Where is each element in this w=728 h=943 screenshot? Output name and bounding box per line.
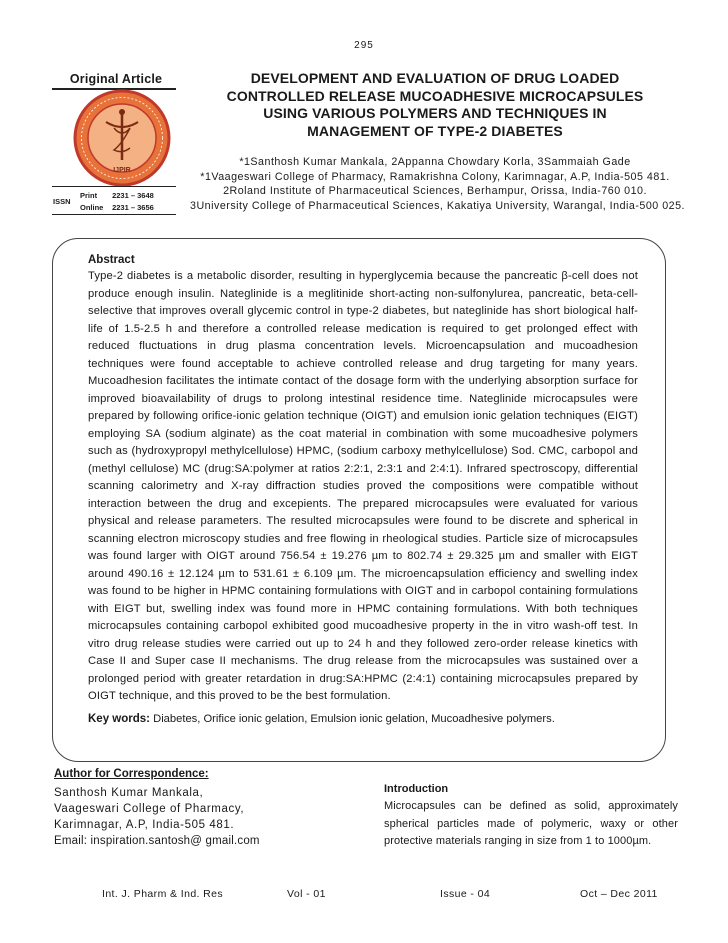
footer-date: Oct – Dec 2011 <box>580 888 658 900</box>
title-line: MANAGEMENT OF TYPE-2 DIABETES <box>307 122 563 139</box>
title-line: CONTROLLED RELEASE MUCOADHESIVE MICROCAPSULES <box>226 87 644 104</box>
author-names: *1Santhosh Kumar Mankala, 2Appanna Chowdary Korla, 3Sammaiah Gade <box>239 156 631 168</box>
page-number: 295 <box>354 40 374 51</box>
issn-online-label: Online <box>80 203 104 212</box>
title-line: USING VARIOUS POLYMERS AND TECHNIQUES IN <box>263 105 607 121</box>
footer-journal: Int. J. Pharm & Ind. Res <box>102 888 224 900</box>
author-block <box>190 155 685 213</box>
footer-issue: Issue - 04 <box>440 888 491 900</box>
article-type: Original Article <box>69 72 163 86</box>
keywords-label: Key words: <box>88 713 150 725</box>
correspondence-name: Santhosh Kumar Mankala, <box>54 787 204 799</box>
title-line: DEVELOPMENT AND EVALUATION OF DRUG LOADED <box>250 70 620 86</box>
correspondence-college: Vaageswari College of Pharmacy, <box>54 803 245 815</box>
keywords-list: Diabetes, Orifice ionic gelation, Emulsion ionic gelation, Mucoadhesive polymers. <box>150 713 555 725</box>
correspondence-details <box>54 785 260 849</box>
abstract-heading: Abstract <box>88 254 135 266</box>
correspondence-place: Karimnagar, A.P, India-505 481. <box>54 819 235 831</box>
keywords <box>88 713 648 725</box>
logo-text: IJPIR <box>113 167 131 174</box>
abstract-text: Type-2 diabetes is a metabolic disorder, resulting in hyperglycemia because the pancreatic β-cell does not produce enough insulin. Nateglinide is a meglitinide short-acting non-sulfonylurea, pancreatic, beta-cell-selective that improves overall glycemic control in type-2 diabetes, but nateglinide has short biological half-life of 1.5-2.5 h and therefore a controlled release medication is required to get prolonged effect with reduced fluctuations in drug plasma concentration levels. Microencapsulation and mucoadhesion techniques were found acceptable to achieve controlled release and drug targeting for many years. Mucoadhesion facilitates the intimate contact of the dosage form with the underlying absorption surface for improved bioavailability of drugs to prolong intestinal residence time. Nateglinide microcapsules were prepared by following orifice-ionic gelation technique (OIGT) and emulsion ionic gelation techniques (EIGT) employing SA (sodium alginate) as the coat material in combination with some mucoadhesive polymers such as (hydroxypropyl methylcellulose) HPMC, (sodium carboxy methylcellulose) Sod. CMC, carbopol and (methyl cellulose) MC (drug:SA:polymer at ratios 2:2:1, 2:3:1 and 2:4:1). Infrared spectroscopy, differential scanning calorimetry and X-ray diffraction studies proved the compositions were compatible without interaction between the drug and excepients. The prepared microcapsules were evaluated for various physical and release parameters. The resulted microcapsules were found to be discrete and spherical in scanning electron microscopy studies and free flowing in rheological studies. Particle size of microcapsules was found larger with OIGT around 756.54 ± 19.276 µm to 802.74 ± 29.325 µm and smaller with EIGT around 490.16 ± 12.124 µm to 531.61 ± 6.109 µm. The microencapsulation efficiency and swelling index was found to be higher in HPMC containing formulations with OIGT and in carbopol containing formulations with EIGT but, swelling index was found more in HPMC containing formulations. With both techniques microcapsules containing carbopol exhibited good mucoadhesive property in the in vitro wash-off test. In vitro drug release studies were carried out up to 24 h and they followed zero-order release kinetics with Case II and Super case II mechanisms. The drug release from the microcapsules was sustained over a prolonged period with greater retardation in drug:SA:HPMC (2:4:1) containing microcapsules prepared by OIGT technique, and this proved to be the best formulation. <box>88 270 638 702</box>
correspondence-heading: Author for Correspondence: <box>54 768 209 780</box>
affiliation-2: 2Roland Institute of Pharmaceutical Sciences, Berhampur, Orissa, India-760 010. <box>223 185 647 197</box>
issn-print-row <box>80 190 154 202</box>
affiliation-1: *1Vaageswari College of Pharmacy, Ramakrishna Colony, Karimnagar, A.P, India-505 481. <box>200 170 670 183</box>
header-rule-bottom <box>52 214 176 215</box>
issn-print-value: 2231 – 3648 <box>112 191 154 200</box>
header-rule-mid <box>52 186 176 187</box>
issn-online-value: 2231 – 3656 <box>112 203 154 212</box>
issn-table <box>80 190 154 214</box>
paper-title <box>212 70 658 140</box>
issn-label: ISSN <box>53 197 71 206</box>
issn-online-row <box>80 202 154 214</box>
issn-print-label: Print <box>80 191 98 200</box>
introduction-heading: Introduction <box>384 783 449 795</box>
affiliation-3: 3University College of Pharmaceutical Sciences, Kakatiya University, Warangal, India-500 025. <box>190 199 685 212</box>
introduction-text: Microcapsules can be defined as solid, approximately spherical particles made of polymeric, waxy or other protective materials ranging in size from 1 to 1000µm. <box>384 800 678 847</box>
journal-logo <box>72 88 172 188</box>
correspondence-email: Email: inspiration.santosh@ gmail.com <box>54 835 260 847</box>
footer-volume: Vol - 01 <box>287 888 326 900</box>
